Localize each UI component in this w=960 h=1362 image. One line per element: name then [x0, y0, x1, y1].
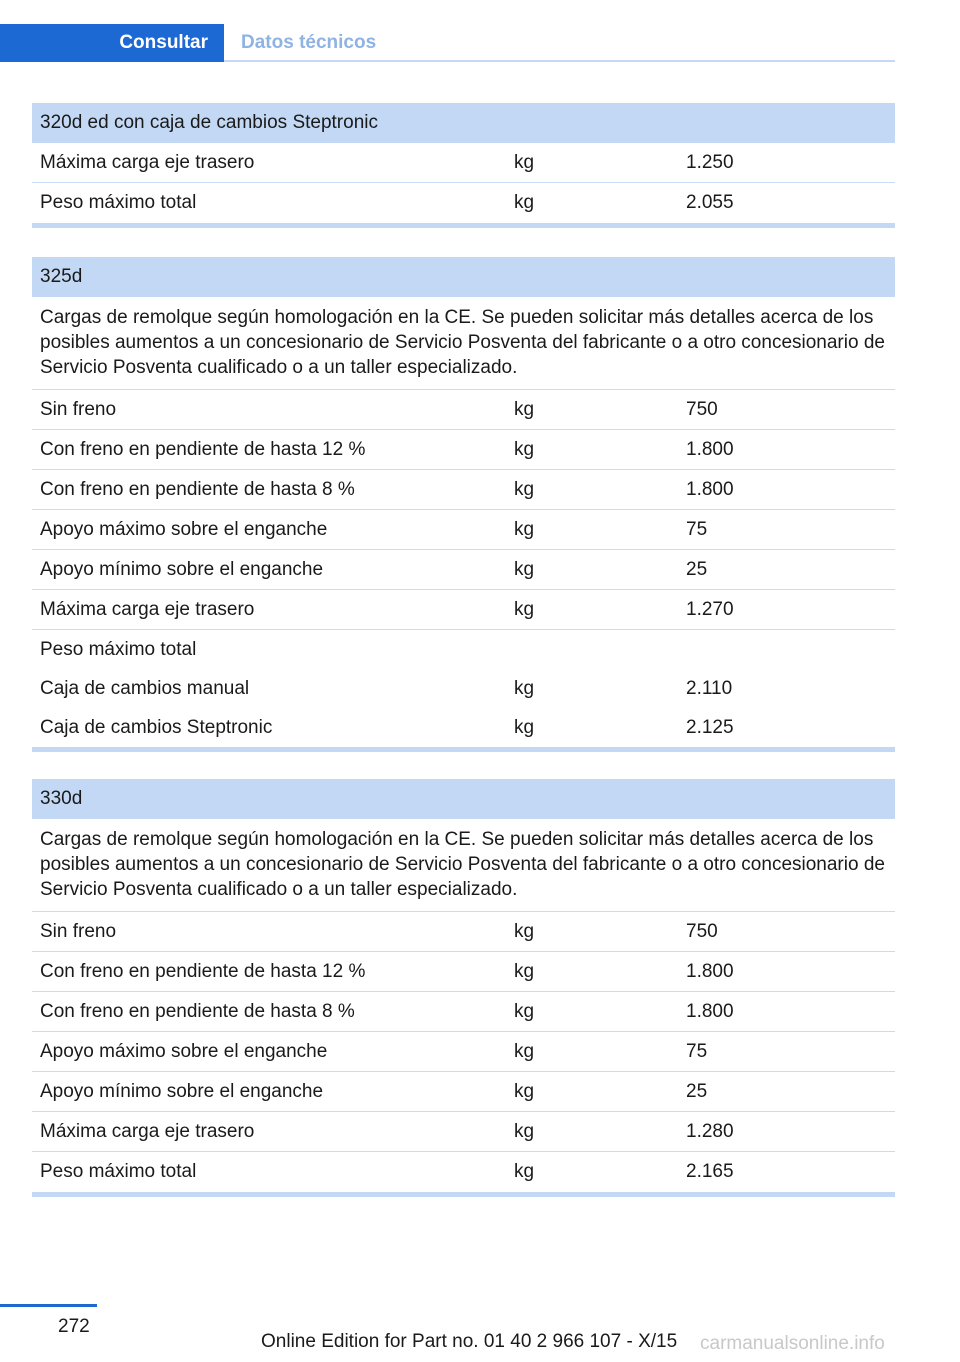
row-label: Con freno en pendiente de hasta 8 % [40, 1001, 355, 1022]
row-value: 1.800 [686, 479, 734, 500]
row-unit: kg [514, 678, 535, 699]
row-value: 1.800 [686, 961, 734, 982]
table-end-bar [32, 1192, 895, 1197]
edition-text: Online Edition for Part no. 01 40 2 966 107 - X/15 [261, 1331, 678, 1352]
row-unit: kg [514, 1161, 535, 1182]
tab-consultar[interactable]: Consultar [0, 24, 224, 62]
table-row [32, 550, 895, 590]
row-unit: kg [514, 1121, 535, 1142]
row-unit: kg [514, 192, 535, 213]
table-row [32, 912, 895, 952]
table-row [32, 952, 895, 992]
header-tabs [0, 24, 895, 62]
table-row [32, 1072, 895, 1112]
row-value: 1.270 [686, 599, 734, 620]
tab-datos-tecnicos[interactable]: Datos técnicos [241, 32, 377, 53]
row-label: Sin freno [40, 921, 117, 942]
row-value: 1.800 [686, 439, 734, 460]
table-row [32, 992, 895, 1032]
table-row [32, 1032, 895, 1072]
row-label: Apoyo mínimo sobre el enganche [40, 1081, 324, 1102]
row-label: Máxima carga eje trasero [40, 1121, 255, 1142]
page-number: 272 [58, 1316, 90, 1337]
row-value: 75 [686, 519, 708, 540]
row-unit: kg [514, 479, 535, 500]
table-title: 330d [32, 779, 895, 819]
table-row [32, 669, 895, 708]
row-unit: kg [514, 1081, 535, 1102]
table-row [32, 510, 895, 550]
row-label: Máxima carga eje trasero [40, 599, 255, 620]
row-label: Máxima carga eje trasero [40, 152, 255, 173]
row-value: 2.055 [686, 192, 734, 213]
row-label: Peso máximo total [40, 1161, 197, 1182]
row-label: Peso máximo total [40, 192, 197, 213]
table-row [32, 470, 895, 510]
row-label: Sin freno [40, 399, 117, 420]
table-row [32, 708, 895, 747]
row-value: 75 [686, 1041, 708, 1062]
row-label: Con freno en pendiente de hasta 12 % [40, 961, 366, 982]
table-row [32, 1112, 895, 1152]
table-end-bar [32, 223, 895, 228]
table-row [32, 1152, 895, 1192]
row-value: 750 [686, 921, 718, 942]
row-value: 1.800 [686, 1001, 734, 1022]
table-title: 325d [32, 257, 895, 297]
row-value: 1.280 [686, 1121, 734, 1142]
table-note: Cargas de remolque según homologación en la CE. Se pueden solicitar más detalles acerca de los posibles aumentos a un concesionario de Servicio Posventa del fabricante o a otro concesionario de Servicio Posventa cualificado o a un taller especializado. [32, 819, 895, 912]
table-row [32, 183, 895, 223]
watermark: carmanualsonline.info [700, 1333, 885, 1354]
table-row [32, 390, 895, 430]
table-325d [32, 257, 895, 752]
table-group-row [32, 630, 895, 669]
row-value: 2.125 [686, 717, 734, 738]
table-note: Cargas de remolque según homologación en la CE. Se pueden solicitar más detalles acerca de los posibles aumentos a un concesionario de Servicio Posventa del fabricante o a otro concesionario de Servicio Posventa cualificado o a un taller especializado. [32, 297, 895, 390]
row-label: Caja de cambios manual [40, 678, 250, 699]
row-unit: kg [514, 152, 535, 173]
table-330d [32, 779, 895, 1197]
row-unit: kg [514, 717, 535, 738]
table-row [32, 143, 895, 183]
table-title: 320d ed con caja de cambios Steptronic [32, 103, 895, 143]
row-label: Apoyo mínimo sobre el enganche [40, 559, 324, 580]
row-label: Apoyo máximo sobre el enganche [40, 1041, 328, 1062]
row-unit: kg [514, 559, 535, 580]
row-unit: kg [514, 519, 535, 540]
row-value: 2.165 [686, 1161, 734, 1182]
row-label: Apoyo máximo sobre el enganche [40, 519, 328, 540]
table-row [32, 590, 895, 630]
row-label: Con freno en pendiente de hasta 8 % [40, 479, 355, 500]
row-unit: kg [514, 399, 535, 420]
table-row [32, 430, 895, 470]
table-320d-ed [32, 103, 895, 228]
row-value: 750 [686, 399, 718, 420]
row-unit: kg [514, 921, 535, 942]
table-end-bar [32, 747, 895, 752]
group-label: Peso máximo total [40, 639, 197, 660]
row-label: Caja de cambios Steptronic [40, 717, 273, 738]
row-value: 25 [686, 559, 708, 580]
row-value: 1.250 [686, 152, 734, 173]
row-unit: kg [514, 961, 535, 982]
footer-accent-line [0, 1304, 97, 1307]
row-unit: kg [514, 1001, 535, 1022]
row-label: Con freno en pendiente de hasta 12 % [40, 439, 366, 460]
row-value: 2.110 [686, 678, 733, 699]
row-unit: kg [514, 1041, 535, 1062]
row-unit: kg [514, 599, 535, 620]
row-value: 25 [686, 1081, 708, 1102]
row-unit: kg [514, 439, 535, 460]
